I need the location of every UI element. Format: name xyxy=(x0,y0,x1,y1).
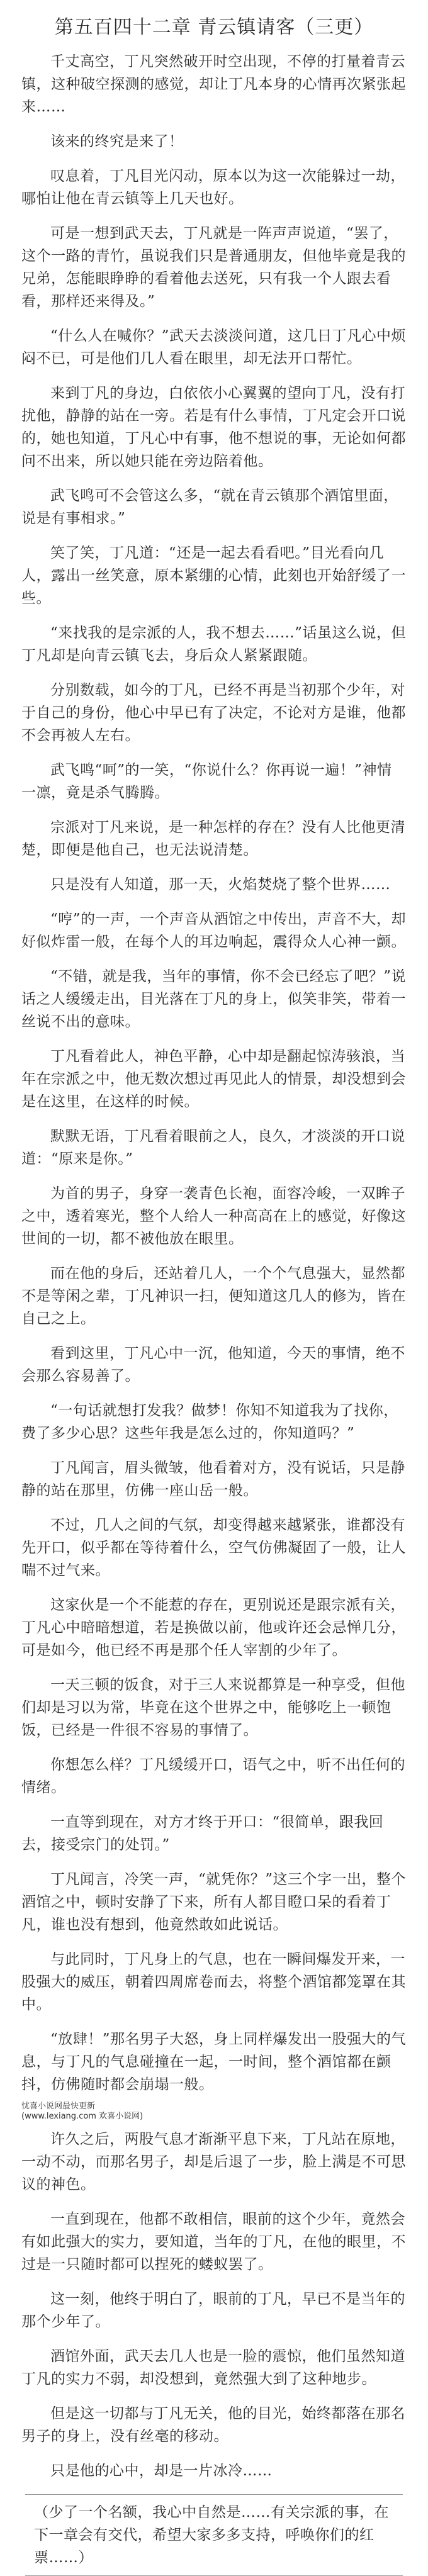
paragraph: 千丈高空，丁凡突然破开时空出现，不停的打量着青云镇，这种破空探测的感觉，却让丁凡本身的心情再次紧张起来…… xyxy=(21,53,406,115)
paragraph: 武飞鸣可不会管这么多，“就在青云镇那个酒馆里面，说是有事相求。” xyxy=(21,488,398,527)
paragraph: 一直到现在，他都不敢相信，眼前的这个少年，竟然会有如此强大的实力，要知道，当年的丁凡，在他的眼里，不过是一只随时都可以捏死的蝼蚁罢了。 xyxy=(21,2211,406,2273)
paragraph: 不过，几人之间的气氛，却变得越来越紧张，谁都没有先开口，似乎都在等待着什么，空气仿佛凝固了一般，让人喘不过气来。 xyxy=(21,1517,406,1579)
paragraph: 只是他的心中，却是一片冰冷…… xyxy=(50,2463,273,2479)
paragraph: “一句话就想打发我？做梦！你知不知道我为了找你，费了多少心思？这些年我是怎么过的，你知道吗？” xyxy=(21,1403,398,1442)
author-note: （少了一个名额，我心中自然是……有关宗派的事，在下一章会有交代，希望大家多多支持，呼唤你们的红票……） xyxy=(25,2494,403,2576)
chapter-title: 第五百四十二章 青云镇请客（三更） xyxy=(54,16,374,38)
paragraph: 看到这里，丁凡心中一沉，他知道，今天的事情，绝不会那么容易善了。 xyxy=(21,1345,405,1384)
paragraph: 只是没有人知道，那一天，火焰焚烧了整个世界…… xyxy=(50,876,391,893)
site-watermark xyxy=(21,2102,407,2122)
paragraph: 该来的终究是来了！ xyxy=(50,133,184,150)
paragraph: 一天三顿的饭食，对于三人来说都算是一种享受，但他们却是习以为常，毕竟在这个世界之中，能够吃上一顿饱饭，已经是一件很不容易的事情了。 xyxy=(21,1677,405,1739)
paragraph: 叹息着，丁凡目光闪动，原本以为这一次能躲过一劫，哪怕让他在青云镇等上几天也好。 xyxy=(21,168,405,207)
paragraph: 但是这一切都与丁凡无关，他的目光，始终都落在那名男子的身上，没有丝毫的移动。 xyxy=(21,2405,405,2444)
paragraph: 而在他的身后，还站着几人，一个个气息强大，显然都不是等闲之辈，丁凡神识一扫，便知道这几人的修为，皆在自己之上。 xyxy=(21,1265,406,1327)
paragraph: 这家伙是一个不能惹的存在，更别说还是跟宗派有关，丁凡心中暗暗想道，若是换做以前，他或许还会忌惮几分，可是如今，他已经不再是那个任人宰割的少年了。 xyxy=(21,1597,406,1659)
paragraph: 一直等到现在，对方才终于开口：“很简单，跟我回去，接受宗门的处罚。” xyxy=(21,1814,384,1853)
paragraph: 为首的男子，身穿一袭青色长袍，面容冷峻，一双眸子之中，透着寒光，整个人给人一种高高在上的感觉，好像这世间的一切，都不被他放在眼里。 xyxy=(21,1185,406,1247)
paragraph: “来找我的是宗派的人，我不想去……”话虽这么说，但丁凡却是向青云镇飞去，身后众人紧紧跟随。 xyxy=(21,625,407,664)
watermark-line: (www.lexiang.com 欢喜小说网) xyxy=(21,2112,144,2121)
paragraph: 与此同时，丁凡身上的气息，也在一瞬间爆发开来，一股强大的威压，朝着四周席卷而去，将整个酒馆都笼罩在其中。 xyxy=(21,1951,406,2013)
watermark-line: 忧喜小说网最快更新 xyxy=(21,2102,96,2111)
paragraph: 武飞鸣“呵”的一笑，“你说什么？你再说一遍！”神情一凛，竟是杀气腾腾。 xyxy=(21,762,392,801)
paragraph: “不错，就是我，当年的事情，你不会已经忘了吧？”说话之人缓缓走出，目光落在丁凡的身上，似笑非笑，带着一丝说不出的意味。 xyxy=(21,968,407,1030)
paragraph: 许久之后，两股气息才渐渐平息下来，丁凡站在原地，一动不动，而那名男子，却是后退了一步，脸上满是不可思议的神色。 xyxy=(21,2131,406,2193)
paragraph: 丁凡闻言，冷笑一声，“就凭你？”这三个字一出，整个酒馆之中，顿时安静了下来，所有人都目瞪口呆的看着丁凡，谁也没有想到，他竟然敢如此说话。 xyxy=(21,1871,407,1933)
paragraph: “哼”的一声，一个声音从酒馆之中传出，声音不大，却好似炸雷一般，在每个人的耳边响起，震得众人心神一颤。 xyxy=(21,911,407,950)
paragraph: 丁凡看着此人，神色平静，心中却是翻起惊涛骇浪，当年在宗派之中，他无数次想过再见此人的情景，却没想到会是在这里，在这样的时候。 xyxy=(21,1048,406,1110)
paragraph: 来到丁凡的身边，白依依小心翼翼的望向丁凡，没有打扰他，静静的站在一旁。若是有什么事情，丁凡定会开口说的，她也知道，丁凡心中有事，他不想说的事，无论如何都问不出来，所以她只能在旁边陪着他。 xyxy=(21,385,406,469)
paragraph: 你想怎么样？丁凡缓缓开口，语气之中，听不出任何的情绪。 xyxy=(21,1757,405,1796)
paragraph: 酒馆外面，武天去几人也是一脸的震惊，他们虽然知道丁凡的实力不弱，却没想到，竟然强大到了这种地步。 xyxy=(21,2348,405,2387)
paragraph: “什么人在喊你？”武天去淡淡问道，这几日丁凡心中烦闷不已，可是他们几人看在眼里，却无法开口帮忙。 xyxy=(21,328,407,367)
paragraph: 默默无语，丁凡看着眼前之人，良久，才淡淡的开口说道：“原来是你。” xyxy=(21,1128,405,1167)
paragraph: 宗派对丁凡来说，是一种怎样的存在？没有人比他更清楚，即便是他自己，也无法说清楚。 xyxy=(21,819,405,858)
paragraph: 丁凡闻言，眉头微皱，他看着对方，没有说话，只是静静的站在那里，仿佛一座山岳一般。 xyxy=(21,1460,405,1499)
paragraph: 分别数载，如今的丁凡，已经不再是当初那个少年，对于自己的身份，他心中早已有了决定，不论对方是谁，他都不会再被人左右。 xyxy=(21,682,406,744)
paragraph: 这一刻，他终于明白了，眼前的丁凡，早已不是当年的那个少年了。 xyxy=(21,2291,405,2330)
paragraph: 可是一想到武天去，丁凡就是一阵声声说道，“罢了，这个一路的青竹，虽说我们只是普通朋友，但他毕竟是我的兄弟，怎能眼睁睁的看着他去送死，只有我一个人跟去看看，那样还来得及。” xyxy=(21,225,406,310)
paragraph: “放肆！”那名男子大怒，身上同样爆发出一股强大的气息，与丁凡的气息碰撞在一起，一时间，整个酒馆都在颤抖，仿佛随时都会崩塌一般。 xyxy=(21,2031,407,2093)
paragraph: 笑了笑，丁凡道：“还是一起去看看吧。”目光看向几人，露出一丝笑意，原本紧绷的心情，此刻也开始舒缓了一些。 xyxy=(21,545,406,607)
